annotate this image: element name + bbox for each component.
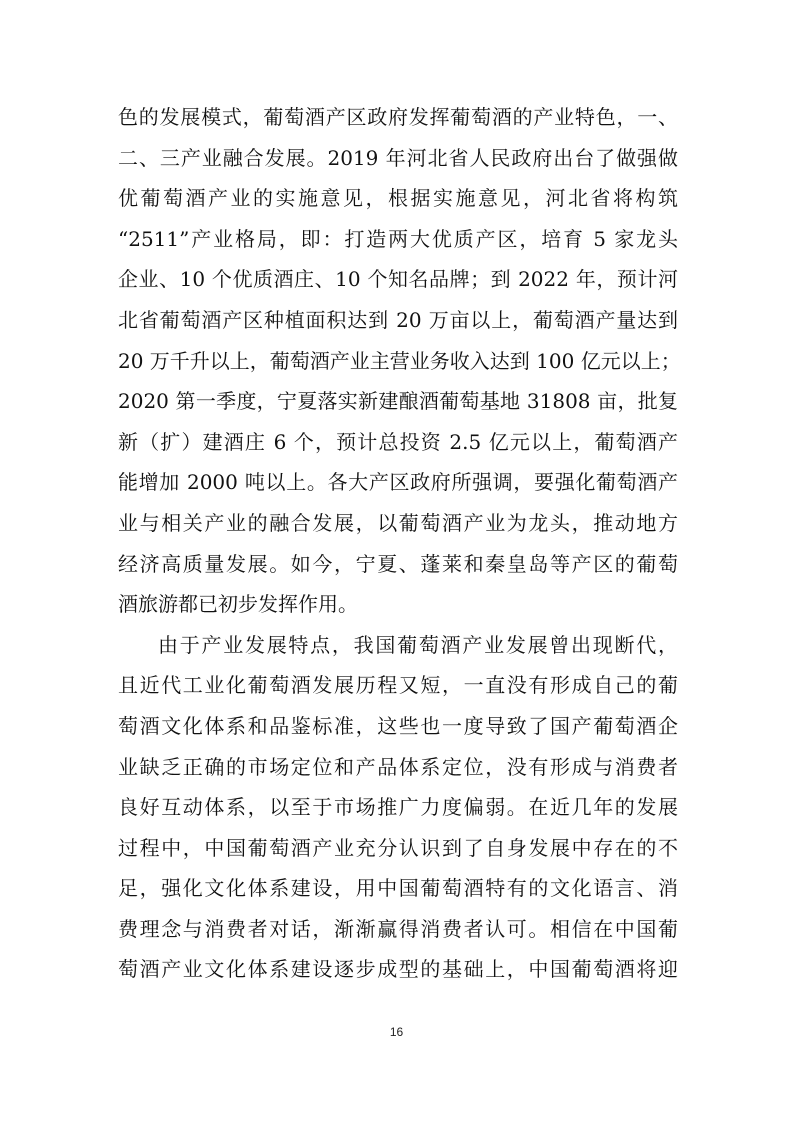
text-line: 企业、10 个优质酒庄、10 个知名品牌；到 2022 年，预计河 (118, 267, 678, 292)
text-line: 优葡萄酒产业的实施意见，根据实施意见，河北省将构筑 (118, 186, 678, 211)
text-line: 萄酒文化体系和品鉴标准，这些也一度导致了国产葡萄酒企 (118, 713, 678, 738)
text-line: 能增加 2000 吨以上。各大产区政府所强调，要强化葡萄酒产 (118, 470, 678, 495)
text-line: 费理念与消费者对话，渐渐赢得消费者认可。相信在中国葡 (118, 916, 678, 941)
text-line: 且近代工业化葡萄酒发展历程又短，一直没有形成自己的葡 (118, 673, 678, 698)
text-line: 北省葡萄酒产区种植面积达到 20 万亩以上，葡萄酒产量达到 (118, 307, 678, 332)
text-line: 良好互动体系，以至于市场推广力度偏弱。在近几年的发展 (118, 795, 678, 820)
text-line: 业缺乏正确的市场定位和产品体系定位，没有形成与消费者 (118, 754, 678, 779)
text-line: 过程中，中国葡萄酒产业充分认识到了自身发展中存在的不 (118, 835, 678, 860)
text-line: 酒旅游都已初步发挥作用。 (118, 592, 358, 617)
text-line: 二、三产业融合发展。2019 年河北省人民政府出台了做强做 (118, 145, 678, 170)
text-line: “2511”产业格局，即：打造两大优质产区，培育 5 家龙头 (118, 226, 678, 251)
text-line: 新（扩）建酒庄 6 个，预计总投资 2.5 亿元以上，葡萄酒产 (118, 429, 678, 454)
text-line: 萄酒产业文化体系建设逐步成型的基础上，中国葡萄酒将迎 (118, 957, 678, 982)
text-line: 20 万千升以上，葡萄酒产业主营业务收入达到 100 亿元以上； (118, 348, 681, 373)
text-line: 色的发展模式，葡萄酒产区政府发挥葡萄酒的产业特色，一、 (118, 105, 678, 129)
body-text (118, 97, 681, 990)
paragraph-1 (118, 97, 681, 625)
text-line: 2020 第一季度，宁夏落实新建酿酒葡萄基地 31808 亩，批复 (118, 389, 678, 414)
paragraph-2 (118, 625, 678, 990)
text-line: 经济高质量发展。如今，宁夏、蓬莱和秦皇岛等产区的葡萄 (118, 551, 678, 576)
text-line: 业与相关产业的融合发展，以葡萄酒产业为龙头，推动地方 (118, 510, 678, 535)
text-line: 由于产业发展特点，我国葡萄酒产业发展曾出现断代， (158, 632, 678, 657)
text-line: 足，强化文化体系建设，用中国葡萄酒特有的文化语言、消 (118, 876, 678, 901)
page-number: 16 (389, 1025, 404, 1039)
